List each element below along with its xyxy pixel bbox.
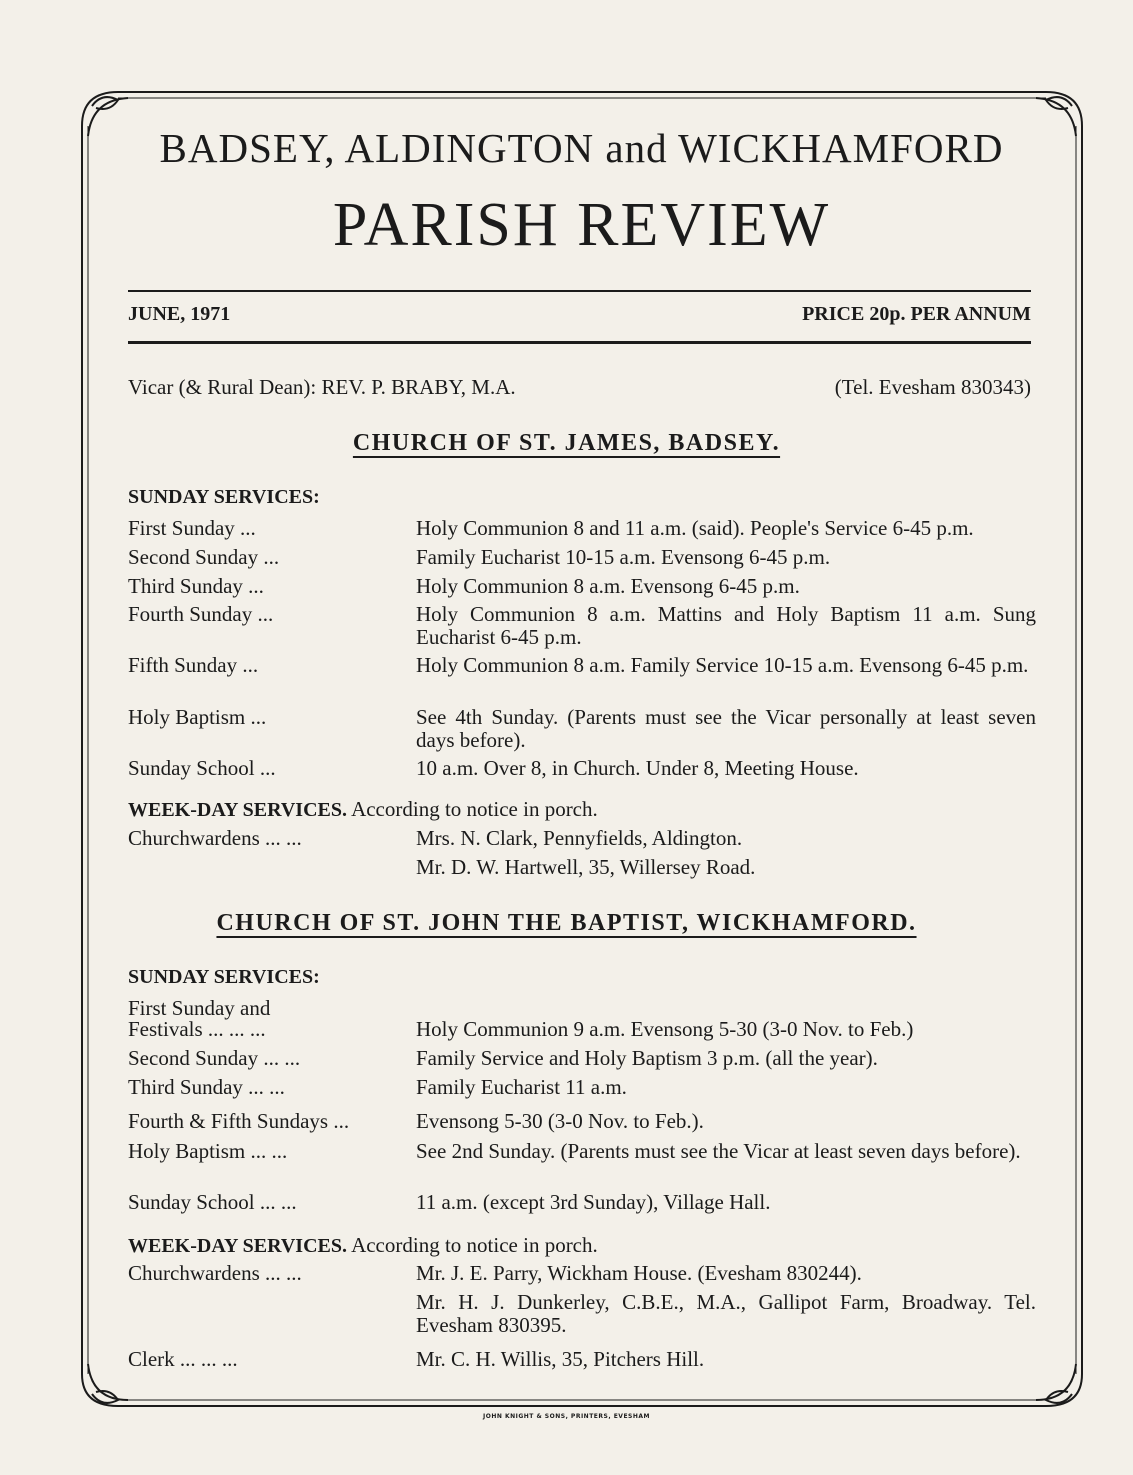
- service-label-line: First Sunday and: [128, 996, 271, 1020]
- badsey-sunday-heading: SUNDAY SERVICES:: [128, 486, 320, 508]
- service-label: Second Sunday ...: [128, 545, 280, 569]
- service-label: Second Sunday ... ...: [128, 1046, 301, 1070]
- weekday-label: WEEK-DAY SERVICES.: [128, 799, 347, 821]
- churchwardens-label: Churchwardens ... ...: [128, 826, 302, 850]
- parishes-heading: BADSEY, ALDINGTON and WICKHAMFORD: [159, 125, 1004, 171]
- issue-date: JUNE, 1971: [128, 303, 231, 325]
- price: PRICE 20p. PER ANNUM: [802, 303, 1031, 325]
- service-text: Family Eucharist 10-15 a.m. Evensong 6-45 p.m.: [416, 545, 831, 569]
- service-label: Festivals ... ... ...: [128, 1017, 266, 1041]
- service-text: Holy Communion 9 a.m. Evensong 5-30 (3-0 Nov. to Feb.): [416, 1017, 914, 1041]
- service-text: Holy Communion 8 a.m. Family Service 10-15 a.m. Evensong 6-45 p.m.: [416, 653, 1029, 677]
- churchwarden-name: Mr. D. W. Hartwell, 35, Willersey Road.: [416, 855, 756, 879]
- service-label: First Sunday ...: [128, 516, 256, 540]
- service-label: Sunday School ... ...: [128, 1190, 297, 1214]
- top-rule: [128, 290, 1031, 292]
- churchwarden-name: Mr. J. E. Parry, Wickham House. (Evesham 830244).: [416, 1261, 862, 1285]
- service-text: Holy Communion 8 a.m. Evensong 6-45 p.m.: [416, 574, 800, 598]
- clerk-label: Clerk ... ... ...: [128, 1347, 238, 1371]
- service-label: Fourth & Fifth Sundays ...: [128, 1109, 350, 1133]
- churchwarden-name: Mr. H. J. Dunkerley, C.B.E., M.A., Gallipot Farm, Broadway. Tel. Evesham 830395.: [416, 1290, 1036, 1337]
- service-text: See 2nd Sunday. (Parents must see the Vicar at least seven days before).: [416, 1139, 1021, 1163]
- printer-imprint: JOHN KNIGHT & SONS, PRINTERS, EVESHAM: [482, 1413, 651, 1420]
- page-title: PARISH REVIEW: [332, 191, 831, 259]
- clerk-name: Mr. C. H. Willis, 35, Pitchers Hill.: [416, 1347, 705, 1371]
- service-text: Family Eucharist 11 a.m.: [416, 1075, 627, 1099]
- wickhamford-sunday-heading: SUNDAY SERVICES:: [128, 966, 320, 988]
- wickhamford-weekday-services: [128, 1233, 598, 1258]
- service-text: Evensong 5-30 (3-0 Nov. to Feb.).: [416, 1109, 704, 1133]
- badsey-church-heading: CHURCH OF ST. JAMES, BADSEY.: [352, 430, 781, 456]
- service-label: Holy Baptism ... ...: [128, 1139, 288, 1163]
- weekday-text: According to notice in porch.: [346, 797, 598, 821]
- service-text: Family Service and Holy Baptism 3 p.m. (all the year).: [416, 1046, 878, 1070]
- service-text: Holy Communion 8 a.m. Mattins and Holy Baptism 11 a.m. Sung Eucharist 6-45 p.m.: [416, 602, 1036, 649]
- service-label: Sunday School ...: [128, 756, 276, 780]
- service-label: Third Sunday ...: [128, 574, 264, 598]
- churchwarden-name: Mrs. N. Clark, Pennyfields, Aldington.: [416, 826, 743, 850]
- service-text: 10 a.m. Over 8, in Church. Under 8, Meeting House.: [416, 756, 859, 780]
- service-text: See 4th Sunday. (Parents must see the Vicar personally at least seven days before).: [416, 705, 1036, 752]
- service-label: Third Sunday ... ...: [128, 1075, 285, 1099]
- vicar-telephone: (Tel. Evesham 830343): [834, 375, 1031, 399]
- weekday-label: WEEK-DAY SERVICES.: [128, 1235, 347, 1257]
- service-label: Holy Baptism ...: [128, 705, 267, 729]
- wickhamford-church-heading: CHURCH OF ST. JOHN THE BAPTIST, WICKHAMFORD.: [216, 910, 917, 936]
- service-text: Holy Communion 8 and 11 a.m. (said). People's Service 6-45 p.m.: [416, 516, 974, 540]
- service-text: 11 a.m. (except 3rd Sunday), Village Hall.: [416, 1190, 771, 1214]
- badsey-weekday-services: [128, 797, 598, 822]
- service-label: Fourth Sunday ...: [128, 602, 274, 626]
- weekday-text: According to notice in porch.: [346, 1233, 598, 1257]
- bottom-rule: [128, 341, 1031, 344]
- churchwardens-label: Churchwardens ... ...: [128, 1261, 302, 1285]
- service-label: Fifth Sunday ...: [128, 653, 259, 677]
- vicar-line: Vicar (& Rural Dean): REV. P. BRABY, M.A.: [128, 375, 516, 399]
